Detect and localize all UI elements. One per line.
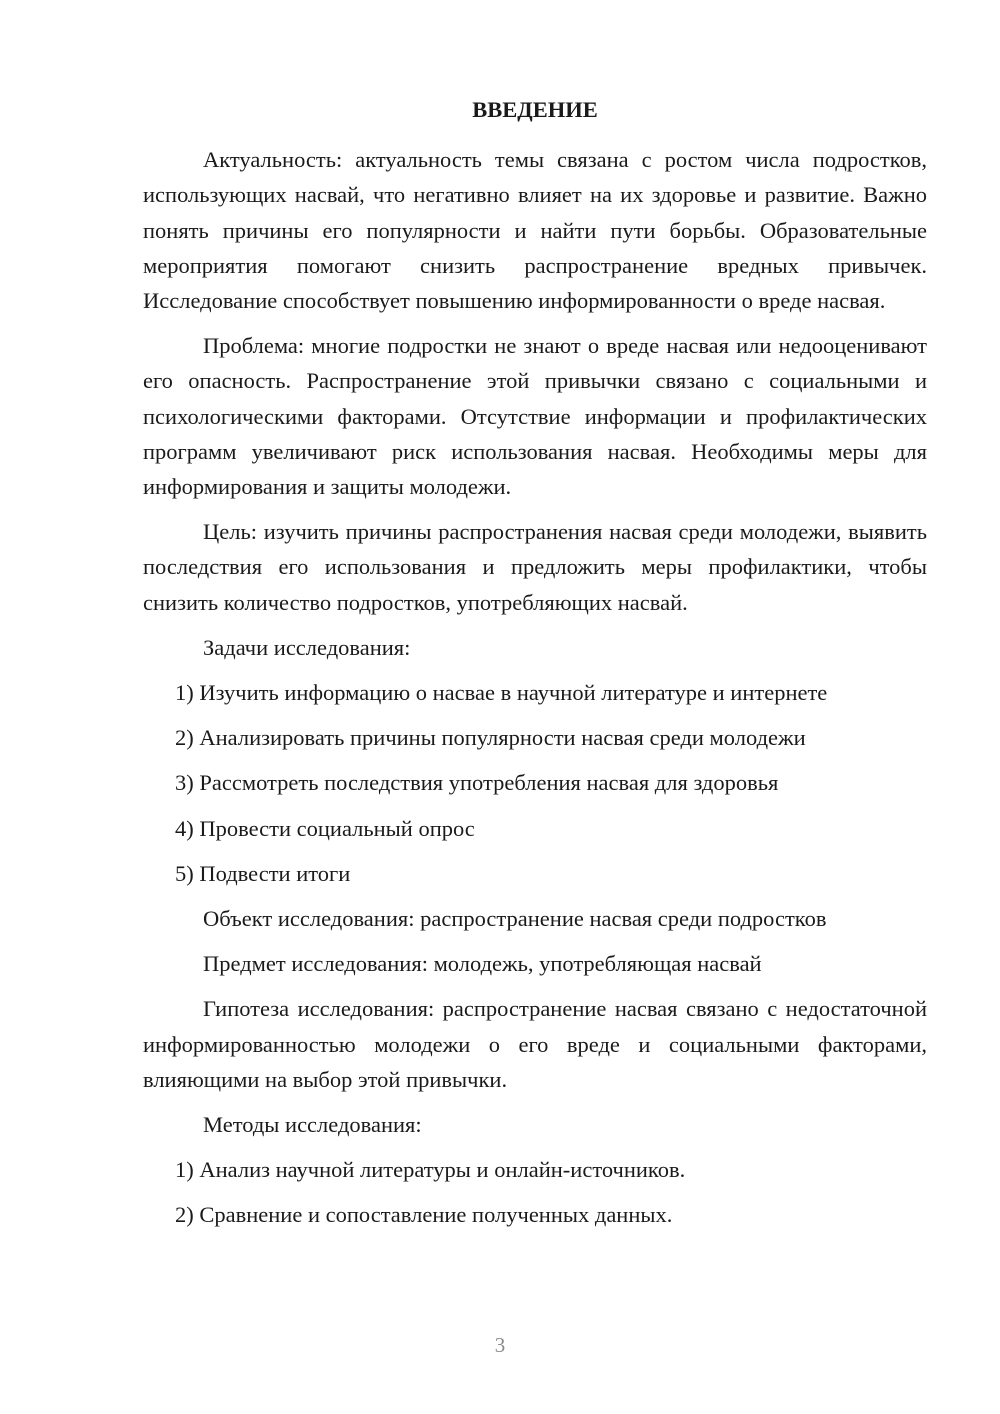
tasks-list bbox=[143, 675, 927, 891]
page-number: 3 bbox=[494, 1333, 506, 1357]
document-page bbox=[143, 92, 927, 1243]
task-item-2: 2) Анализировать причины популярности насвая среди молодежи bbox=[175, 725, 806, 751]
tasks-heading: Задачи исследования: bbox=[203, 634, 411, 660]
goal-paragraph: Цель: изучить причины распространения насвая среди молодежи, выявить последствия его использования и предложить меры профилактики, чтобы снизить количество подростков, употребляющих насвай. bbox=[143, 519, 927, 615]
method-item-2: 2) Сравнение и сопоставление полученных данных. bbox=[175, 1202, 673, 1228]
subject-line: Предмет исследования: молодежь, употребляющая насвай bbox=[203, 951, 762, 977]
task-item-3: 3) Рассмотреть последствия употребления насвая для здоровья bbox=[175, 770, 779, 796]
section-title: ВВЕДЕНИЕ bbox=[472, 97, 598, 122]
task-item-1: 1) Изучить информацию о насвае в научной литературе и интернете bbox=[175, 680, 828, 706]
methods-heading: Методы исследования: bbox=[203, 1112, 422, 1138]
relevance-paragraph: Актуальность: актуальность темы связана с ростом числа подростков, использующих насвай, что негативно влияет на их здоровье и развитие. Важно понять причины его популярности и найти пути борьбы. Образовательные мероприятия помогают снизить распространение вредных привычек. Исследование способствует повышению информированности о вреде насвая. bbox=[143, 147, 927, 314]
hypothesis-paragraph: Гипотеза исследования: распространение насвая связано с недостаточной информированностью молодежи о его вреде и социальными факторами, влияющими на выбор этой привычки. bbox=[143, 996, 927, 1092]
problem-paragraph: Проблема: многие подростки не знают о вреде насвая или недооценивают его опасность. Распространение этой привычки связано с социальными и психологическими факторами. Отсутствие информации и профилактических программ увеличивают риск использования насвая. Необходимы меры для информирования и защиты молодежи. bbox=[143, 333, 927, 500]
object-line: Объект исследования: распространение насвая среди подростков bbox=[203, 906, 827, 932]
method-item-1: 1) Анализ научной литературы и онлайн-источников. bbox=[175, 1157, 686, 1183]
task-item-5: 5) Подвести итоги bbox=[175, 860, 351, 886]
methods-list bbox=[143, 1152, 927, 1232]
task-item-4: 4) Провести социальный опрос bbox=[175, 815, 475, 841]
